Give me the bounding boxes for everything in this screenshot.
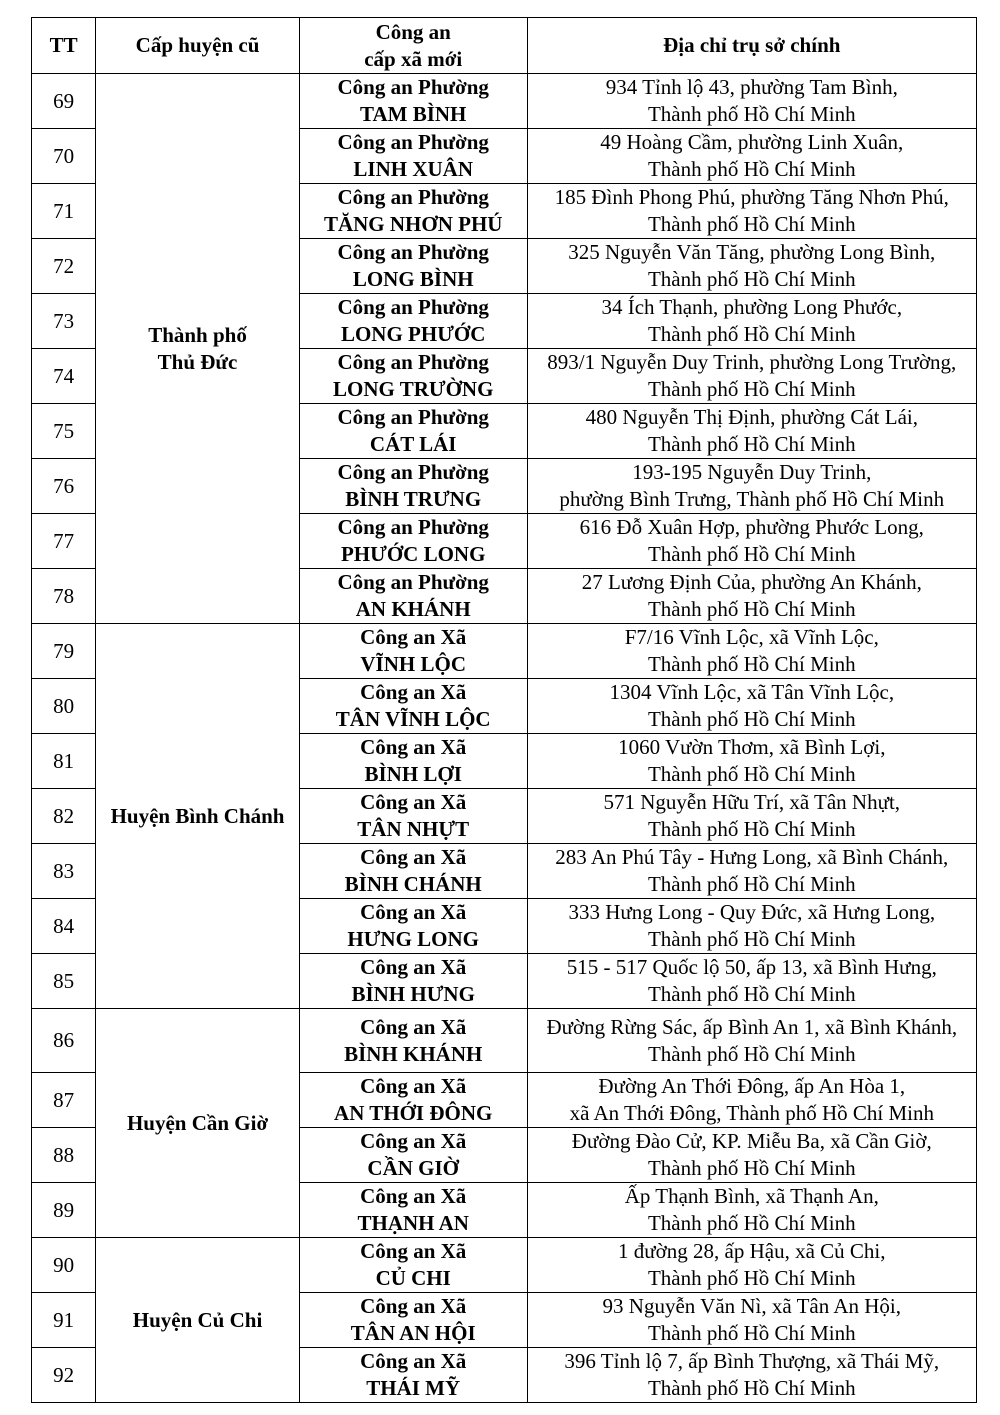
- unit-type: Công an Xã: [360, 1129, 467, 1153]
- unit-cell: [299, 404, 527, 459]
- unit-type: Công an Xã: [360, 955, 467, 979]
- row-number: 69: [32, 74, 96, 129]
- address-cell: [527, 789, 976, 844]
- unit-type: Công an Phường: [337, 185, 489, 209]
- row-number: 81: [32, 734, 96, 789]
- address-line2: Thành phố Hồ Chí Minh: [647, 157, 856, 181]
- row-number: 72: [32, 239, 96, 294]
- address-line1: Đường An Thới Đông, ấp An Hòa 1,: [598, 1074, 906, 1098]
- unit-type: Công an Phường: [337, 350, 489, 374]
- address-line1: 49 Hoàng Cầm, phường Linh Xuân,: [600, 130, 904, 154]
- address-line1: Đường Rừng Sác, ấp Bình An 1, xã Bình Khánh,: [546, 1014, 958, 1039]
- row-number: 87: [32, 1073, 96, 1128]
- header-tt: TT: [32, 18, 96, 74]
- unit-cell: [299, 349, 527, 404]
- address-line2: Thành phố Hồ Chí Minh: [647, 377, 856, 401]
- unit-cell: [299, 1293, 527, 1348]
- unit-name: HƯNG LONG: [347, 927, 480, 951]
- unit-name: THẠNH AN: [357, 1211, 469, 1235]
- unit-name: LONG TRƯỜNG: [332, 377, 494, 401]
- unit-cell: [299, 789, 527, 844]
- unit-cell: [299, 1073, 527, 1128]
- row-number: 82: [32, 789, 96, 844]
- unit-cell: [299, 734, 527, 789]
- unit-type: Công an Phường: [337, 460, 489, 484]
- row-number: 78: [32, 569, 96, 624]
- address-line2: Thành phố Hồ Chí Minh: [647, 102, 856, 126]
- table-row: [32, 1009, 977, 1073]
- unit-cell: [299, 954, 527, 1009]
- header-unit-line1: Công an: [375, 19, 451, 44]
- row-number: 90: [32, 1238, 96, 1293]
- row-number: 79: [32, 624, 96, 679]
- unit-cell: [299, 624, 527, 679]
- header-district: Cấp huyện cũ: [96, 18, 300, 74]
- unit-type: Công an Xã: [360, 680, 467, 704]
- address-line1: Đường Đào Cử, KP. Miễu Ba, xã Cần Giờ,: [571, 1129, 932, 1153]
- district-name-line2: Thủ Đức: [157, 349, 238, 374]
- unit-name: TÂN AN HỘI: [350, 1321, 476, 1345]
- address-line1: 283 An Phú Tây - Hưng Long, xã Bình Chánh,: [555, 845, 949, 869]
- address-line2: phường Bình Trưng, Thành phố Hồ Chí Minh: [559, 487, 945, 511]
- unit-type: Công an Xã: [360, 790, 467, 814]
- unit-cell: [299, 679, 527, 734]
- address-line2: Thành phố Hồ Chí Minh: [647, 1156, 856, 1180]
- address-line1: 333 Hưng Long - Quy Đức, xã Hưng Long,: [568, 900, 936, 924]
- table-row: [32, 1238, 977, 1293]
- address-line2: Thành phố Hồ Chí Minh: [647, 267, 856, 291]
- unit-type: Công an Xã: [360, 900, 467, 924]
- address-cell: [527, 734, 976, 789]
- unit-name: BÌNH TRƯNG: [345, 487, 482, 511]
- address-line1: 34 Ích Thạnh, phường Long Phước,: [601, 295, 903, 319]
- unit-name: THÁI MỸ: [366, 1376, 461, 1400]
- unit-type: Công an Xã: [360, 735, 467, 759]
- unit-cell: [299, 899, 527, 954]
- unit-type: Công an Xã: [360, 1014, 467, 1039]
- row-number: 88: [32, 1128, 96, 1183]
- table-row: [32, 74, 977, 129]
- unit-name: BÌNH CHÁNH: [344, 872, 482, 896]
- address-line1: 515 - 517 Quốc lộ 50, ấp 13, xã Bình Hưng,: [566, 955, 937, 979]
- unit-type: Công an Xã: [360, 1349, 467, 1373]
- row-number: 73: [32, 294, 96, 349]
- address-cell: [527, 1293, 976, 1348]
- address-line2: Thành phố Hồ Chí Minh: [647, 762, 856, 786]
- unit-type: Công an Phường: [337, 130, 489, 154]
- address-cell: [527, 239, 976, 294]
- address-line1: 893/1 Nguyễn Duy Trinh, phường Long Trường,: [547, 350, 957, 374]
- address-cell: [527, 1128, 976, 1183]
- address-line2: Thành phố Hồ Chí Minh: [647, 817, 856, 841]
- address-line2: Thành phố Hồ Chí Minh: [647, 212, 856, 236]
- address-cell: [527, 569, 976, 624]
- table-row: [32, 624, 977, 679]
- unit-cell: [299, 1238, 527, 1293]
- unit-name: BÌNH LỢI: [364, 762, 462, 786]
- address-line1: 27 Lương Định Của, phường An Khánh,: [581, 570, 922, 594]
- row-number: 76: [32, 459, 96, 514]
- address-line2: Thành phố Hồ Chí Minh: [647, 1041, 856, 1066]
- unit-type: Công an Xã: [360, 1074, 467, 1098]
- unit-name: TÂN VĨNH LỘC: [335, 707, 491, 731]
- district-name-line1: Thành phố: [148, 322, 247, 347]
- address-cell: [527, 1009, 976, 1073]
- address-cell: [527, 349, 976, 404]
- unit-name: AN THỚI ĐÔNG: [334, 1101, 493, 1125]
- row-number: 92: [32, 1348, 96, 1403]
- unit-type: Công an Phường: [337, 295, 489, 319]
- address-line2: Thành phố Hồ Chí Minh: [647, 872, 856, 896]
- unit-cell: [299, 1009, 527, 1073]
- row-number: 86: [32, 1009, 96, 1073]
- unit-cell: [299, 184, 527, 239]
- unit-name: LINH XUÂN: [353, 157, 473, 181]
- unit-type: Công an Xã: [360, 1239, 467, 1263]
- address-cell: [527, 624, 976, 679]
- district-cell: [96, 74, 300, 624]
- row-number: 70: [32, 129, 96, 184]
- unit-name: BÌNH KHÁNH: [344, 1041, 483, 1066]
- unit-cell: [299, 74, 527, 129]
- unit-name: TÂN NHỰT: [357, 817, 470, 841]
- address-line1: 396 Tỉnh lộ 7, ấp Bình Thượng, xã Thái Mỹ,: [564, 1349, 940, 1373]
- table-body: [32, 74, 977, 1403]
- unit-cell: [299, 239, 527, 294]
- address-line2: Thành phố Hồ Chí Minh: [647, 707, 856, 731]
- row-number: 85: [32, 954, 96, 1009]
- address-line1: 325 Nguyễn Văn Tăng, phường Long Bình,: [568, 240, 936, 264]
- address-line2: Thành phố Hồ Chí Minh: [647, 542, 856, 566]
- address-cell: [527, 954, 976, 1009]
- unit-cell: [299, 1128, 527, 1183]
- address-line1: Ấp Thạnh Bình, xã Thạnh An,: [624, 1184, 879, 1208]
- unit-type: Công an Phường: [337, 515, 489, 539]
- address-line1: 1 đường 28, ấp Hậu, xã Củ Chi,: [618, 1239, 886, 1263]
- unit-name: TĂNG NHƠN PHÚ: [323, 212, 503, 236]
- unit-cell: [299, 1183, 527, 1238]
- address-line2: Thành phố Hồ Chí Minh: [647, 982, 856, 1006]
- unit-type: Công an Phường: [337, 405, 489, 429]
- address-cell: [527, 679, 976, 734]
- unit-name: LONG BÌNH: [352, 267, 474, 291]
- unit-type: Công an Phường: [337, 570, 489, 594]
- unit-type: Công an Phường: [337, 75, 489, 99]
- address-line1: 93 Nguyễn Văn Nì, xã Tân An Hội,: [602, 1294, 901, 1318]
- row-number: 83: [32, 844, 96, 899]
- unit-cell: [299, 129, 527, 184]
- unit-cell: [299, 844, 527, 899]
- address-cell: [527, 1073, 976, 1128]
- address-line1: 934 Tỉnh lộ 43, phường Tam Bình,: [605, 75, 898, 99]
- address-cell: [527, 404, 976, 459]
- unit-name: CẦN GIỜ: [367, 1156, 459, 1180]
- address-line2: Thành phố Hồ Chí Minh: [647, 652, 856, 676]
- unit-name: CỦ CHI: [375, 1266, 451, 1290]
- district-cell: [96, 1238, 300, 1403]
- header-unit-line2: cấp xã mới: [364, 46, 463, 71]
- address-cell: [527, 74, 976, 129]
- address-line1: 193-195 Nguyễn Duy Trinh,: [632, 460, 872, 484]
- address-line1: 1304 Vĩnh Lộc, xã Tân Vĩnh Lộc,: [609, 680, 895, 704]
- unit-cell: [299, 459, 527, 514]
- unit-type: Công an Xã: [360, 1184, 467, 1208]
- row-number: 89: [32, 1183, 96, 1238]
- address-cell: [527, 1238, 976, 1293]
- address-cell: [527, 514, 976, 569]
- address-line2: Thành phố Hồ Chí Minh: [647, 1211, 856, 1235]
- unit-type: Công an Xã: [360, 845, 467, 869]
- row-number: 80: [32, 679, 96, 734]
- address-cell: [527, 1183, 976, 1238]
- address-line1: 185 Đình Phong Phú, phường Tăng Nhơn Phú,: [554, 185, 949, 209]
- unit-name: TAM BÌNH: [360, 102, 467, 126]
- row-number: 74: [32, 349, 96, 404]
- address-line2: Thành phố Hồ Chí Minh: [647, 432, 856, 456]
- address-line1: F7/16 Vĩnh Lộc, xã Vĩnh Lộc,: [624, 625, 879, 649]
- row-number: 77: [32, 514, 96, 569]
- unit-name: LONG PHƯỚC: [340, 322, 486, 346]
- unit-type: Công an Xã: [360, 1294, 467, 1318]
- unit-name: PHƯỚC LONG: [340, 542, 486, 566]
- address-line1: 480 Nguyễn Thị Định, phường Cát Lái,: [585, 405, 918, 429]
- address-cell: [527, 184, 976, 239]
- unit-cell: [299, 514, 527, 569]
- address-cell: [527, 129, 976, 184]
- address-line1: 571 Nguyễn Hữu Trí, xã Tân Nhựt,: [603, 790, 901, 814]
- address-cell: [527, 899, 976, 954]
- unit-type: Công an Xã: [360, 625, 467, 649]
- header-unit: [299, 18, 527, 74]
- address-cell: [527, 294, 976, 349]
- address-cell: [527, 459, 976, 514]
- district-cell: [96, 624, 300, 1009]
- header-address: Địa chỉ trụ sở chính: [527, 18, 976, 74]
- row-number: 84: [32, 899, 96, 954]
- unit-name: BÌNH HƯNG: [351, 982, 475, 1006]
- address-line1: 616 Đỗ Xuân Hợp, phường Phước Long,: [579, 515, 924, 539]
- address-line2: Thành phố Hồ Chí Minh: [647, 927, 856, 951]
- address-line1: 1060 Vườn Thơm, xã Bình Lợi,: [618, 735, 886, 759]
- address-line2: Thành phố Hồ Chí Minh: [647, 1321, 856, 1345]
- address-line2: Thành phố Hồ Chí Minh: [647, 1376, 856, 1400]
- address-line2: Thành phố Hồ Chí Minh: [647, 1266, 856, 1290]
- unit-name: VĨNH LỘC: [360, 652, 466, 676]
- row-number: 91: [32, 1293, 96, 1348]
- unit-type: Công an Phường: [337, 240, 489, 264]
- police-address-table: [31, 17, 977, 1403]
- address-line2: xã An Thới Đông, Thành phố Hồ Chí Minh: [569, 1101, 934, 1125]
- unit-name: CÁT LÁI: [369, 432, 457, 456]
- row-number: 71: [32, 184, 96, 239]
- unit-cell: [299, 1348, 527, 1403]
- address-line2: Thành phố Hồ Chí Minh: [647, 597, 856, 621]
- unit-name: AN KHÁNH: [355, 597, 471, 621]
- unit-cell: [299, 569, 527, 624]
- district-cell: [96, 1009, 300, 1238]
- address-line2: Thành phố Hồ Chí Minh: [647, 322, 856, 346]
- district-name-line1: Huyện Bình Chánh: [110, 803, 285, 828]
- table-header-row: [32, 18, 977, 74]
- address-cell: [527, 844, 976, 899]
- unit-cell: [299, 294, 527, 349]
- row-number: 75: [32, 404, 96, 459]
- district-name-line1: Huyện Củ Chi: [132, 1307, 263, 1332]
- address-cell: [527, 1348, 976, 1403]
- district-name-line1: Huyện Cần Giờ: [126, 1110, 269, 1135]
